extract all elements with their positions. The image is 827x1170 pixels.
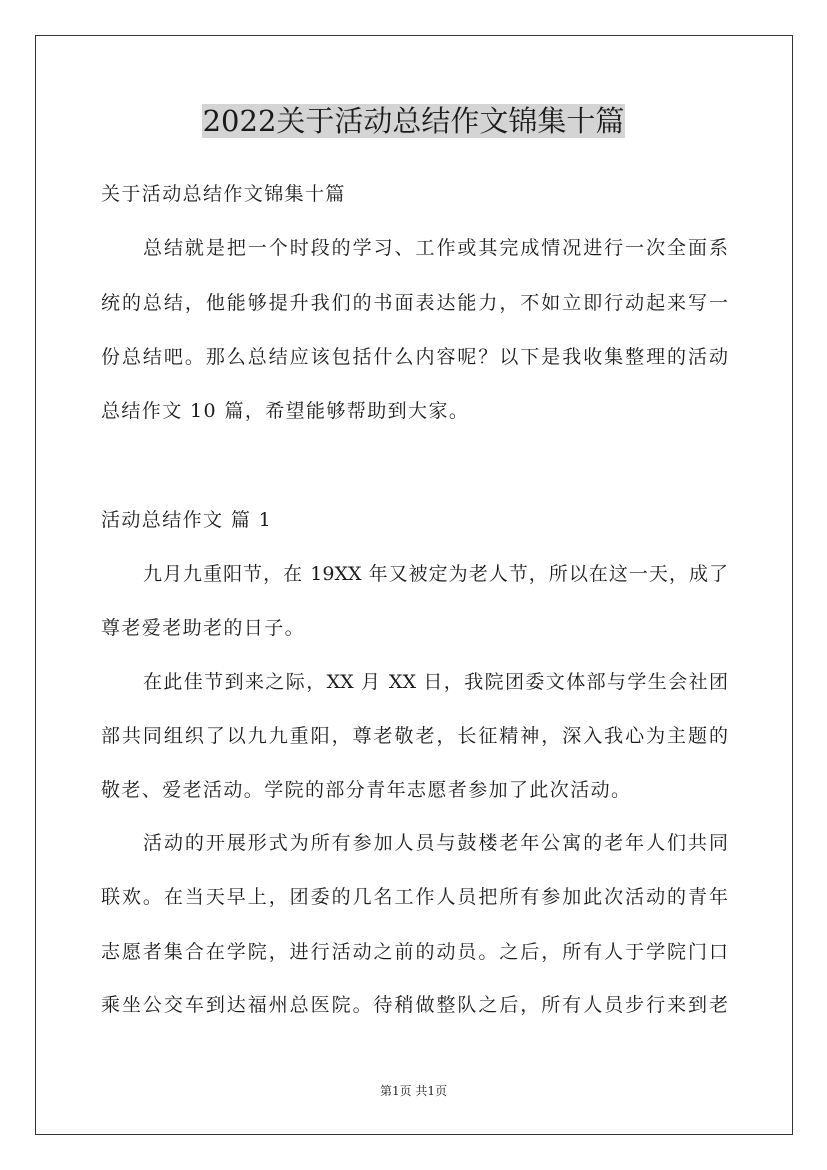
- paragraph-line: 联欢。在当天早上，团委的几名工作人员把所有参加此次活动的青年: [101, 886, 728, 908]
- paragraph-line: 志愿者集合在学院，进行活动之前的动员。之后，所有人于学院门口: [101, 941, 728, 963]
- paragraph-line: 尊老爱老助老的日子。: [101, 617, 306, 639]
- paragraph-line: 九月九重阳节，在 19XX 年又被定为老人节，所以在这一天，成了: [143, 563, 728, 585]
- paragraph-line: 敬老、爱老活动。学院的部分青年志愿者参加了此次活动。: [101, 779, 632, 801]
- paragraph-line: 活动的开展形式为所有参加人员与鼓楼老年公寓的老年人们共同: [143, 832, 728, 854]
- intro-line: 份总结吧。那么总结应该包括什么内容呢？以下是我收集整理的活动: [101, 346, 728, 368]
- paragraph-line: 部共同组织了以九九重阳，尊老敬老，长征精神，深入我心为主题的: [101, 725, 728, 747]
- intro-line: 总结就是把一个时段的学习、工作或其完成情况进行一次全面系: [143, 237, 728, 259]
- document-title: 2022关于活动总结作文锦集十篇: [202, 104, 625, 138]
- document-subtitle: 关于活动总结作文锦集十篇: [101, 183, 346, 205]
- page-number: 第1页 共1页: [379, 1084, 448, 1098]
- section-heading: 活动总结作文 篇 1: [101, 509, 273, 531]
- paragraph-line: 在此佳节到来之际，XX 月 XX 日，我院团委文体部与学生会社团: [143, 671, 728, 693]
- intro-line: 总结作文 10 篇，希望能够帮助到大家。: [101, 400, 470, 422]
- intro-line: 统的总结，他能够提升我们的书面表达能力，不如立即行动起来写一: [101, 292, 728, 314]
- paragraph-line: 乘坐公交车到达福州总医院。待稍做整队之后，所有人员步行来到老: [101, 994, 728, 1016]
